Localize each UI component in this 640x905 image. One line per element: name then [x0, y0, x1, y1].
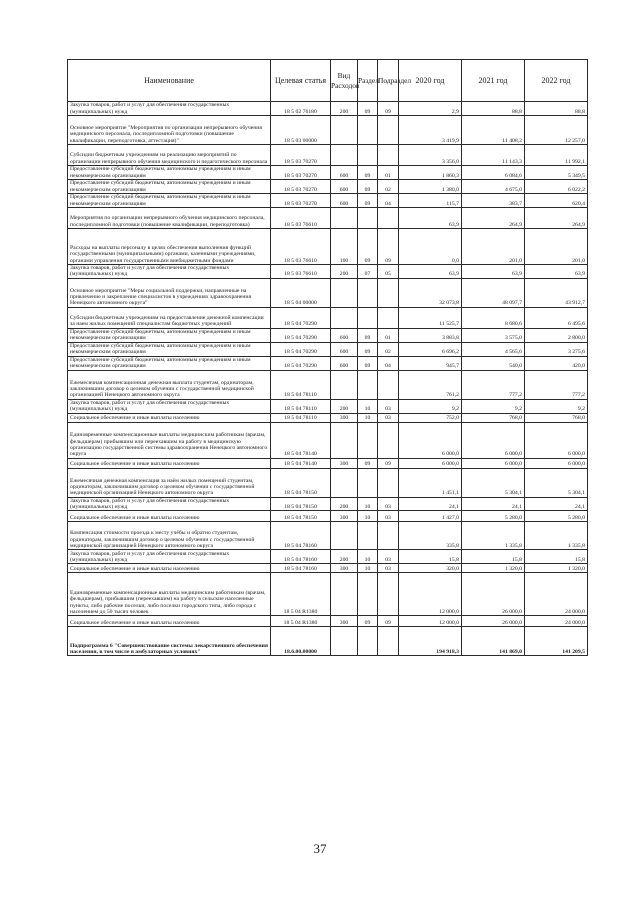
row-value-2021: 141 869,0 [462, 627, 525, 656]
row-name: Социальное обеспечение и иные выплаты населению [68, 413, 271, 422]
row-value-2020: 9,2 [399, 399, 462, 413]
row-subsection [378, 468, 399, 497]
row-target-code: 18 5 04 78160 [271, 522, 331, 550]
row-value-2020: 6 696,2 [399, 342, 462, 356]
row-value-2021: 1 320,0 [462, 564, 525, 573]
row-value-2020: 12 000,0 [399, 616, 462, 627]
row-expense-type [331, 370, 358, 399]
row-value-2020: 115,7 [399, 194, 462, 208]
row-expense-type [331, 522, 358, 550]
row-value-2022: 12 257,0 [525, 116, 588, 145]
row-name: Закупка товаров, работ и услуг для обеспечения государственных (муниципальных) нужд [68, 265, 271, 279]
row-subsection: 03 [378, 399, 399, 413]
row-expense-type: 300 [331, 616, 358, 627]
table-body [68, 102, 588, 656]
table-row [68, 550, 588, 564]
row-value-2020: 63,9 [399, 208, 462, 229]
row-section: 10 [358, 564, 378, 573]
header-2021: 2021 год [462, 60, 525, 102]
row-target-code: 18 5 03 76610 [271, 265, 331, 279]
row-target-code: 18 5 03 76610 [271, 208, 331, 229]
table-row [68, 229, 588, 265]
row-name: Ежемесячная компенсационная денежная выплата студентам, ординаторам, заключившим договор о целевом обучении с государственной медицинской организацией Ненецкого автономного округа [68, 370, 271, 399]
row-value-2022: 141 209,5 [525, 627, 588, 656]
row-value-2022: 15,8 [525, 550, 588, 564]
row-expense-type: 300 [331, 413, 358, 422]
row-value-2021: 383,7 [462, 194, 525, 208]
table-row [68, 328, 588, 342]
row-subsection: 02 [378, 180, 399, 194]
table-row [68, 422, 588, 458]
row-subsection [378, 208, 399, 229]
table-row [68, 102, 588, 116]
row-target-code: 18 5 03 70270 [271, 145, 331, 166]
header-target: Целевая статья [271, 60, 331, 102]
row-value-2020: 3 356,0 [399, 145, 462, 166]
row-target-code: 18 5 04 78160 [271, 550, 331, 564]
row-target-code: 18 5 04 78150 [271, 497, 331, 511]
row-target-code: 18 5 04 78160 [271, 564, 331, 573]
row-subsection: 03 [378, 497, 399, 511]
table-row [68, 399, 588, 413]
row-section: 09 [358, 356, 378, 370]
row-subsection: 03 [378, 511, 399, 522]
row-section: 09 [358, 194, 378, 208]
row-value-2020: 1 427,0 [399, 511, 462, 522]
row-subsection: 03 [378, 550, 399, 564]
row-expense-type: 100 [331, 229, 358, 265]
row-section: 07 [358, 265, 378, 279]
row-section: 09 [358, 616, 378, 627]
row-expense-type [331, 627, 358, 656]
row-subsection: 03 [378, 413, 399, 422]
row-subsection [378, 522, 399, 550]
table-row [68, 627, 588, 656]
row-name: Ежемесячная денежная компенсация за наём жилых помещений студентам, ординаторам, заключившим договор о целевом обучении с государственной медицинской организацией Ненецкого автономного округа [68, 468, 271, 497]
row-expense-type: 600 [331, 342, 358, 356]
row-section [358, 468, 378, 497]
row-section: 09 [358, 180, 378, 194]
row-section [358, 522, 378, 550]
header-2020: 2020 год [399, 60, 462, 102]
row-name: Подпрограмма 6 "Совершенствование системы лекарственного обеспечения населения, в том числе в амбулаторных условиях" [68, 627, 271, 656]
row-value-2020: 6 000,0 [399, 422, 462, 458]
row-name: Единовременные компенсационные выплаты медицинским работникам (врачам, фельдшерам), прибывшим (переехавшим) на работу в сельские населенные пункты, либо рабочие поселки, либо поселки городского типа, либо города с населением до 50 тысяч человек [68, 573, 271, 616]
header-expense-type: Вид Расходов [331, 60, 358, 102]
row-expense-type: 600 [331, 356, 358, 370]
row-expense-type [331, 278, 358, 307]
row-name: Субсидии бюджетным учреждениям на реализацию мероприятий по организации непрерывного обучения медицинского и педагогического персонала [68, 145, 271, 166]
row-subsection: 01 [378, 328, 399, 342]
row-expense-type: 600 [331, 194, 358, 208]
row-subsection [378, 278, 399, 307]
row-value-2021: 88,8 [462, 102, 525, 116]
row-value-2022: 43 912,7 [525, 278, 588, 307]
row-value-2022: 768,0 [525, 413, 588, 422]
table-row [68, 497, 588, 511]
row-section [358, 422, 378, 458]
row-name: Социальное обеспечение и иные выплаты населению [68, 616, 271, 627]
row-value-2021: 3 575,0 [462, 328, 525, 342]
row-value-2021: 6 000,0 [462, 458, 525, 468]
row-target-code: 18.6.00.00000 [271, 627, 331, 656]
row-section: 10 [358, 399, 378, 413]
row-subsection: 04 [378, 194, 399, 208]
row-expense-type [331, 208, 358, 229]
row-value-2021: 26 000,0 [462, 573, 525, 616]
row-name: Субсидии бюджетным учреждениям на предоставление денежной компенсации за наем жилых помещений специалистам бюджетных учреждений [68, 307, 271, 328]
table-row [68, 342, 588, 356]
row-value-2021: 201,0 [462, 229, 525, 265]
row-value-2021: 5 280,0 [462, 511, 525, 522]
row-expense-type [331, 422, 358, 458]
row-expense-type: 200 [331, 550, 358, 564]
row-value-2021: 9,2 [462, 399, 525, 413]
row-value-2021: 4 565,6 [462, 342, 525, 356]
row-target-code: 18 5 04 R1380 [271, 573, 331, 616]
row-value-2022: 2 800,0 [525, 328, 588, 342]
row-value-2022: 24 000,0 [525, 616, 588, 627]
row-value-2021: 11 408,2 [462, 116, 525, 145]
row-value-2020: 752,0 [399, 413, 462, 422]
budget-table [67, 59, 588, 656]
row-section: 09 [358, 328, 378, 342]
header-name: Наименование [68, 60, 271, 102]
table-row [68, 265, 588, 279]
row-subsection: 05 [378, 265, 399, 279]
row-section [358, 307, 378, 328]
row-target-code: 18 5 03 00000 [271, 116, 331, 145]
row-section: 09 [358, 342, 378, 356]
row-name: Компенсация стоимости проезда к месту учёбы и обратно студентам, ординаторам, заключившим договор о целевом обучении с государственной медицинской организацией Ненецкого автономного округа [68, 522, 271, 550]
row-value-2020: 194 918,3 [399, 627, 462, 656]
row-value-2022: 11 992,1 [525, 145, 588, 166]
row-value-2020: 11 525,7 [399, 307, 462, 328]
row-value-2020: 12 000,0 [399, 573, 462, 616]
table-row [68, 307, 588, 328]
row-expense-type [331, 468, 358, 497]
row-subsection: 03 [378, 564, 399, 573]
row-section [358, 370, 378, 399]
row-value-2020: 2,9 [399, 102, 462, 116]
row-name: Мероприятия по организации непрерывного обучения медицинского персонала, последипломной подготовки (повышение квалификации, переподготовка) [68, 208, 271, 229]
table-row [68, 194, 588, 208]
row-value-2020: 1 380,0 [399, 180, 462, 194]
row-value-2021: 63,9 [462, 265, 525, 279]
row-expense-type: 200 [331, 265, 358, 279]
row-target-code: 18 5 03 70270 [271, 166, 331, 180]
row-value-2020: 1 451,1 [399, 468, 462, 497]
row-target-code: 18 5 04 00000 [271, 278, 331, 307]
row-section: 10 [358, 511, 378, 522]
row-name: Основное мероприятие "Меры социальной поддержки, направленные на привлечение и закрепление специалистов в учреждениях здравоохранения Ненецкого автономного округа" [68, 278, 271, 307]
row-name: Предоставление субсидий бюджетным, автономным учреждениям и иным некоммерческим организациям [68, 342, 271, 356]
row-subsection [378, 627, 399, 656]
row-name: Закупка товаров, работ и услуг для обеспечения государственных (муниципальных) нужд [68, 399, 271, 413]
row-subsection: 09 [378, 102, 399, 116]
row-value-2020: 0,0 [399, 229, 462, 265]
row-value-2022: 264,9 [525, 208, 588, 229]
row-value-2022: 5 349,5 [525, 166, 588, 180]
row-subsection [378, 370, 399, 399]
row-expense-type: 200 [331, 497, 358, 511]
row-expense-type [331, 307, 358, 328]
row-value-2020: 3 419,9 [399, 116, 462, 145]
table-row [68, 468, 588, 497]
row-value-2020: 945,7 [399, 356, 462, 370]
row-value-2020: 6 000,0 [399, 458, 462, 468]
table-row [68, 616, 588, 627]
row-value-2021: 11 143,3 [462, 145, 525, 166]
row-section: 09 [358, 458, 378, 468]
row-name: Социальное обеспечение и иные выплаты населению [68, 511, 271, 522]
row-expense-type: 200 [331, 102, 358, 116]
row-value-2020: 32 073,8 [399, 278, 462, 307]
row-value-2021: 24,1 [462, 497, 525, 511]
table-row [68, 458, 588, 468]
row-value-2021: 768,0 [462, 413, 525, 422]
row-subsection [378, 573, 399, 616]
row-target-code: 18 5 03 70270 [271, 194, 331, 208]
table-row [68, 356, 588, 370]
row-value-2020: 24,1 [399, 497, 462, 511]
row-target-code: 18 5 04 78110 [271, 399, 331, 413]
row-target-code: 18 5 04 70290 [271, 307, 331, 328]
row-value-2022: 6 495,6 [525, 307, 588, 328]
row-expense-type: 600 [331, 166, 358, 180]
row-value-2022: 1 320,0 [525, 564, 588, 573]
row-target-code: 18 5 04 70290 [271, 356, 331, 370]
row-expense-type [331, 573, 358, 616]
row-value-2021: 6 000,0 [462, 422, 525, 458]
row-value-2021: 5 304,1 [462, 468, 525, 497]
row-target-code: 18 5 04 78150 [271, 511, 331, 522]
row-section: 09 [358, 229, 378, 265]
row-value-2021: 264,9 [462, 208, 525, 229]
row-value-2022: 6 000,0 [525, 422, 588, 458]
row-subsection: 09 [378, 229, 399, 265]
row-section [358, 145, 378, 166]
row-name: Единовременные компенсационные выплаты медицинским работникам (врачам, фельдшерам) прибывшим или переехавшим на работу в медицинскую организацию государственной системы здравоохранения Ненецкого автономного округа [68, 422, 271, 458]
row-value-2021: 4 675,0 [462, 180, 525, 194]
row-subsection [378, 145, 399, 166]
row-value-2020: 63,9 [399, 265, 462, 279]
row-expense-type [331, 145, 358, 166]
row-value-2022: 201,0 [525, 229, 588, 265]
row-subsection: 04 [378, 356, 399, 370]
table-row [68, 573, 588, 616]
row-value-2020: 761,2 [399, 370, 462, 399]
table-row [68, 208, 588, 229]
table-row [68, 116, 588, 145]
row-section: 09 [358, 102, 378, 116]
row-subsection [378, 307, 399, 328]
row-value-2020: 335,8 [399, 522, 462, 550]
row-target-code: 18 5 03 70270 [271, 180, 331, 194]
row-subsection [378, 116, 399, 145]
table-row [68, 278, 588, 307]
row-value-2022: 620,4 [525, 194, 588, 208]
row-value-2021: 777,2 [462, 370, 525, 399]
row-section: 10 [358, 413, 378, 422]
row-value-2021: 26 000,0 [462, 616, 525, 627]
row-value-2020: 3 883,8 [399, 328, 462, 342]
row-section [358, 627, 378, 656]
row-subsection: 02 [378, 342, 399, 356]
row-subsection: 09 [378, 458, 399, 468]
row-value-2021: 6 084,6 [462, 166, 525, 180]
row-expense-type: 600 [331, 328, 358, 342]
row-expense-type: 200 [331, 399, 358, 413]
row-value-2021: 15,8 [462, 550, 525, 564]
table-row [68, 511, 588, 522]
row-target-code: 18 5 04 78140 [271, 422, 331, 458]
row-value-2021: 1 335,8 [462, 522, 525, 550]
row-expense-type: 600 [331, 180, 358, 194]
row-value-2022: 6 000,0 [525, 458, 588, 468]
row-name: Социальное обеспечение и иные выплаты населению [68, 564, 271, 573]
row-target-code: 18 5 04 70290 [271, 328, 331, 342]
page-number: 37 [313, 841, 327, 856]
row-name: Расходы на выплаты персоналу в целях обеспечения выполнения функций государственными (муниципальными) органами, казенными учреждениями, органами управления государственными внебюджетными фондами [68, 229, 271, 265]
row-name: Закупка товаров, работ и услуг для обеспечения государственных (муниципальных) нужд [68, 497, 271, 511]
row-subsection: 09 [378, 616, 399, 627]
row-value-2020: 320,0 [399, 564, 462, 573]
header-subsection: Подраздел [378, 60, 399, 102]
row-target-code: 18 5 02 76180 [271, 102, 331, 116]
row-target-code: 18 5 04 78150 [271, 468, 331, 497]
table-header-row [68, 60, 588, 102]
row-section: 10 [358, 497, 378, 511]
row-value-2022: 5 304,1 [525, 468, 588, 497]
table-row [68, 166, 588, 180]
row-value-2021: 8 680,6 [462, 307, 525, 328]
row-section [358, 116, 378, 145]
row-name: Закупка товаров, работ и услуг для обеспечения государственных (муниципальных) нужд [68, 550, 271, 564]
row-name: Социальное обеспечение и иные выплаты населению [68, 458, 271, 468]
header-2022: 2022 год [525, 60, 588, 102]
row-expense-type [331, 116, 358, 145]
table-row [68, 370, 588, 399]
row-name: Основное мероприятие "Мероприятия по организации непрерывного обучения медицинского персонала, последипломной подготовки (повышение квалификации, переподготовка, аттестация)" [68, 116, 271, 145]
row-section [358, 278, 378, 307]
table-row [68, 522, 588, 550]
header-section: Раздел [358, 60, 378, 102]
row-value-2022: 9,2 [525, 399, 588, 413]
row-value-2020: 1 860,3 [399, 166, 462, 180]
row-section [358, 573, 378, 616]
row-target-code: 18 5 04 78110 [271, 370, 331, 399]
row-name: Предоставление субсидий бюджетным, автономным учреждениям и иным некоммерческим организациям [68, 356, 271, 370]
row-target-code: 18 5 03 76610 [271, 229, 331, 265]
row-value-2022: 88,8 [525, 102, 588, 116]
row-value-2020: 15,8 [399, 550, 462, 564]
row-expense-type: 300 [331, 511, 358, 522]
row-value-2021: 48 097,7 [462, 278, 525, 307]
row-target-code: 18 5 04 78110 [271, 413, 331, 422]
row-subsection [378, 422, 399, 458]
row-expense-type: 300 [331, 458, 358, 468]
row-section: 09 [358, 166, 378, 180]
row-value-2022: 420,0 [525, 356, 588, 370]
row-value-2022: 3 275,6 [525, 342, 588, 356]
row-value-2022: 777,2 [525, 370, 588, 399]
row-target-code: 18 5 04 R1380 [271, 616, 331, 627]
row-target-code: 18 5 04 70290 [271, 342, 331, 356]
row-value-2022: 5 280,0 [525, 511, 588, 522]
table-row [68, 180, 588, 194]
row-name: Предоставление субсидий бюджетным, автономным учреждениям и иным некоммерческим организациям [68, 166, 271, 180]
row-name: Предоставление субсидий бюджетным, автономным учреждениям и иным некоммерческим организациям [68, 194, 271, 208]
row-value-2022: 6 022,2 [525, 180, 588, 194]
table-row [68, 564, 588, 573]
row-name: Предоставление субсидий бюджетным, автономным учреждениям и иным некоммерческим организациям [68, 328, 271, 342]
row-subsection: 01 [378, 166, 399, 180]
row-value-2022: 63,9 [525, 265, 588, 279]
row-expense-type: 300 [331, 564, 358, 573]
row-value-2022: 24 000,0 [525, 573, 588, 616]
row-name: Предоставление субсидий бюджетным, автономным учреждениям и иным некоммерческим организациям [68, 180, 271, 194]
row-value-2022: 24,1 [525, 497, 588, 511]
table-row [68, 413, 588, 422]
row-section [358, 208, 378, 229]
row-section: 10 [358, 550, 378, 564]
row-name: Закупка товаров, работ и услуг для обеспечения государственных (муниципальных) нужд [68, 102, 271, 116]
row-value-2022: 1 335,8 [525, 522, 588, 550]
table-row [68, 145, 588, 166]
row-value-2021: 540,0 [462, 356, 525, 370]
row-target-code: 18 5 04 78140 [271, 458, 331, 468]
